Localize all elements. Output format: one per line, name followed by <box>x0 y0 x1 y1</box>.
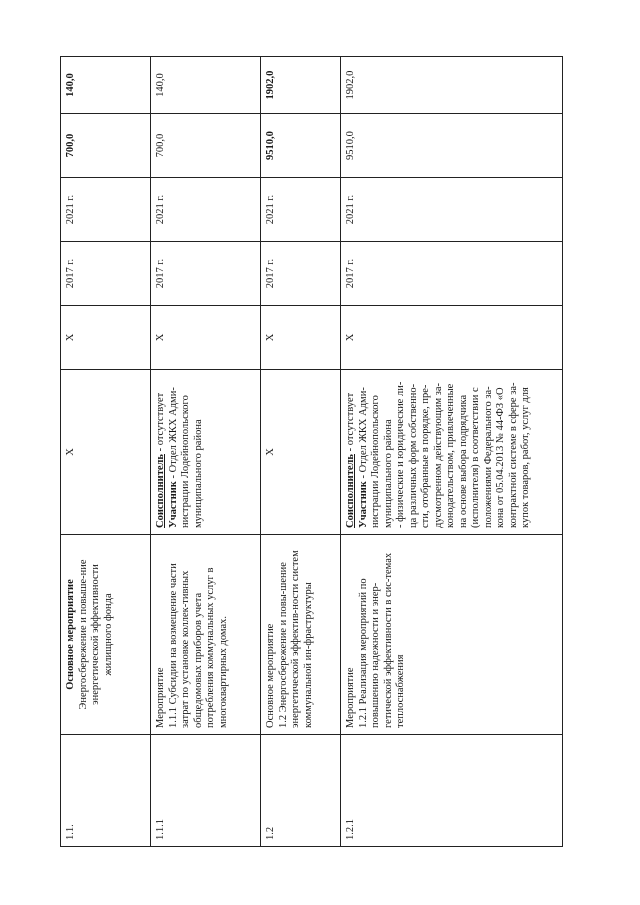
executor-cell <box>151 370 261 535</box>
executor-cell: Х <box>61 370 151 535</box>
total-value-cell: 700,0 <box>151 114 261 178</box>
year-value-cell: 140,0 <box>151 57 261 114</box>
x-mark-cell: Х <box>151 306 261 370</box>
activity-name-cell <box>151 535 261 735</box>
x-mark-cell: Х <box>261 306 341 370</box>
start-year-cell: 2017 г. <box>341 242 563 306</box>
co-executor-label: Соисполнитель <box>155 454 166 528</box>
table-row <box>151 57 261 847</box>
executor-cell: Х <box>261 370 341 535</box>
activity-heading: Основное мероприятие <box>65 579 76 690</box>
table-row <box>61 57 151 847</box>
co-executor-label: Соисполнитель <box>345 454 356 528</box>
x-mark-cell: Х <box>61 306 151 370</box>
total-value-cell: 700,0 <box>61 114 151 178</box>
year-value-cell: 1902,0 <box>341 57 563 114</box>
activity-heading: Мероприятие <box>345 667 356 728</box>
activity-name-cell <box>341 535 563 735</box>
row-number: 1.1.1 <box>151 735 261 847</box>
total-value-cell: 9510,0 <box>261 114 341 178</box>
activity-name-cell <box>261 535 341 735</box>
activity-heading: Основное мероприятие <box>265 623 276 728</box>
participant-label: Участник <box>357 481 369 528</box>
activity-text: Энергосбережение и повыше-ние энергетической эффективности жилищного фонда <box>77 559 114 710</box>
start-year-cell: 2017 г. <box>151 242 261 306</box>
activity-text: 1.2.1 Реализация мероприятий по повышению надежности и энер-гетической эффективности в сис-темах теплоснабжения <box>357 552 406 728</box>
activity-text: 1.1.1 Субсидии на возмещение части затрат по установке коллек-тивных общедомовых приборов учета потребления коммунальных услуг в многоквартирных домах. <box>167 563 229 728</box>
table-row <box>261 57 341 847</box>
x-mark-cell: Х <box>341 306 563 370</box>
executor-cell <box>341 370 563 535</box>
co-executor-value: - отсутствует <box>345 392 356 452</box>
participant-extra: - физические и юридические ли-ца различных форм собственно-сти, отобранные в порядке, пре-дусмотренном действующим за-конодательством, привлеченные на основе выбора подрядчика (исполнителя) в соответствии с положениями Федерального за-кона от 05.04.2013 № 44-ФЗ «О контрактной системе в сфере за-купок товаров, работ, услуг для <box>395 381 531 528</box>
table-row <box>341 57 563 847</box>
start-year-cell: 2017 г. <box>61 242 151 306</box>
year-value-cell: 140,0 <box>61 57 151 114</box>
row-number: 1.2.1 <box>341 735 563 847</box>
row-number: 1.2 <box>261 735 341 847</box>
participant-value: - Отдел ЖКХ Адми-нистрации Лодейнопольского муниципального района <box>167 387 204 528</box>
participant-label: Участник <box>167 481 179 528</box>
total-value-cell: 9510,0 <box>341 114 563 178</box>
participant-value: - Отдел ЖКХ Адми-нистрации Лодейнопольского муниципального района <box>357 387 394 528</box>
row-number: 1.1. <box>61 735 151 847</box>
end-year-cell: 2021 г. <box>151 178 261 242</box>
end-year-cell: 2021 г. <box>341 178 563 242</box>
activity-heading: Мероприятие <box>155 667 166 728</box>
start-year-cell: 2017 г. <box>261 242 341 306</box>
end-year-cell: 2021 г. <box>261 178 341 242</box>
end-year-cell: 2021 г. <box>61 178 151 242</box>
year-value-cell: 1902,0 <box>261 57 341 114</box>
activity-name-cell <box>61 535 151 735</box>
co-executor-value: - отсутствует <box>155 392 166 452</box>
activity-text: 1.2 Энергосбережение и повы-шение энергетической эффектив-ности систем коммунальной ин-фраструктуры <box>277 550 314 728</box>
program-table <box>60 56 563 847</box>
